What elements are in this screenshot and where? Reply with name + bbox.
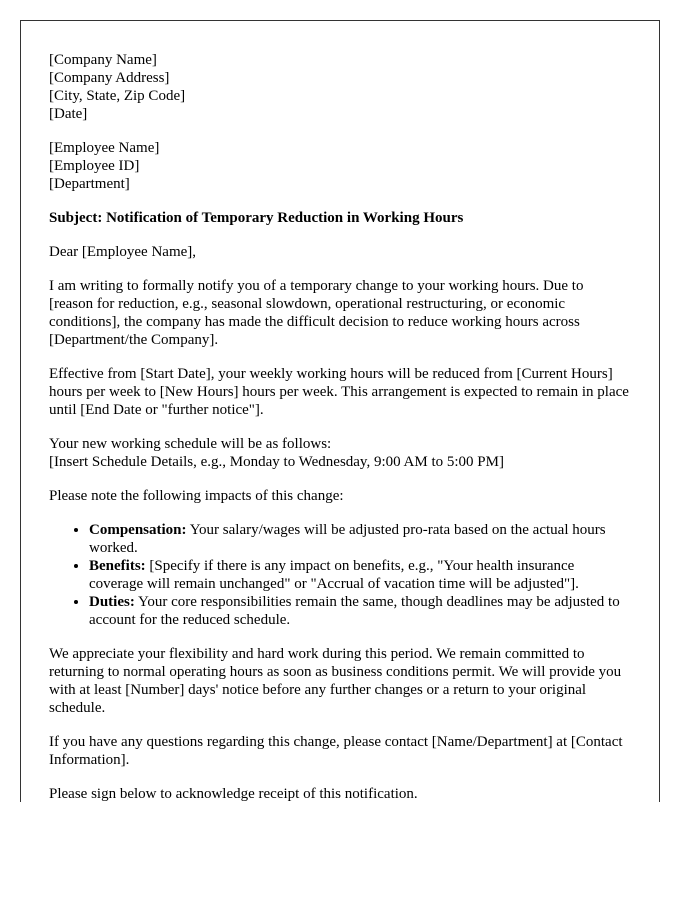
department: [Department] bbox=[49, 176, 130, 192]
paragraph-sign: Please sign below to acknowledge receipt of this notification. bbox=[49, 786, 418, 802]
paragraph-schedule bbox=[49, 435, 631, 471]
sender-address bbox=[49, 51, 631, 123]
company-address: [Company Address] bbox=[49, 70, 170, 86]
city-state-zip: [City, State, Zip Code] bbox=[49, 88, 186, 104]
salutation: Dear [Employee Name], bbox=[49, 244, 197, 260]
date: [Date] bbox=[49, 106, 88, 122]
impacts-list bbox=[49, 521, 631, 629]
company-name: [Company Name] bbox=[49, 52, 157, 68]
list-item bbox=[89, 557, 631, 593]
recipient-block bbox=[49, 139, 631, 193]
impact-label: Duties: bbox=[89, 594, 135, 610]
impact-text: Your core responsibilities remain the same, though deadlines may be adjusted to account for the reduced schedule. bbox=[89, 594, 620, 628]
paragraph-contact: If you have any questions regarding this change, please contact [Name/Department] at [Contact Information]. bbox=[49, 734, 623, 768]
employee-name: [Employee Name] bbox=[49, 140, 160, 156]
impact-label: Benefits: bbox=[89, 558, 146, 574]
paragraph-appreciation: We appreciate your flexibility and hard work during this period. We remain committed to returning to normal operating hours as soon as business conditions permit. We will provide you with at least [Number] days' notice before any further changes or a return to your original schedule. bbox=[49, 646, 622, 716]
employee-id: [Employee ID] bbox=[49, 158, 140, 174]
letter-page bbox=[20, 20, 660, 802]
subject-line: Subject: Notification of Temporary Reduction in Working Hours bbox=[49, 210, 464, 226]
list-item bbox=[89, 521, 631, 557]
impact-label: Compensation: bbox=[89, 522, 187, 538]
schedule-intro: Your new working schedule will be as follows: bbox=[49, 436, 332, 452]
paragraph-impacts: Please note the following impacts of this change: bbox=[49, 488, 344, 504]
schedule-details: [Insert Schedule Details, e.g., Monday to Wednesday, 9:00 AM to 5:00 PM] bbox=[49, 454, 504, 470]
paragraph-intro: I am writing to formally notify you of a temporary change to your working hours. Due to [reason for reduction, e.g., seasonal slowdown, operational restructuring, or economic conditions], the company has made the difficult decision to reduce working hours across [Department/the Company]. bbox=[49, 278, 584, 348]
list-item bbox=[89, 593, 631, 629]
impact-text: [Specify if there is any impact on benefits, e.g., "Your health insurance coverage will remain unchanged" or "Accrual of vacation time will be adjusted"]. bbox=[89, 558, 579, 592]
impact-text: Your salary/wages will be adjusted pro-rata based on the actual hours worked. bbox=[89, 522, 606, 556]
paragraph-effective: Effective from [Start Date], your weekly working hours will be reduced from [Current Hours] hours per week to [New Hours] hours per week. This arrangement is expected to remain in place until [End Date or "further notice"]. bbox=[49, 366, 629, 418]
